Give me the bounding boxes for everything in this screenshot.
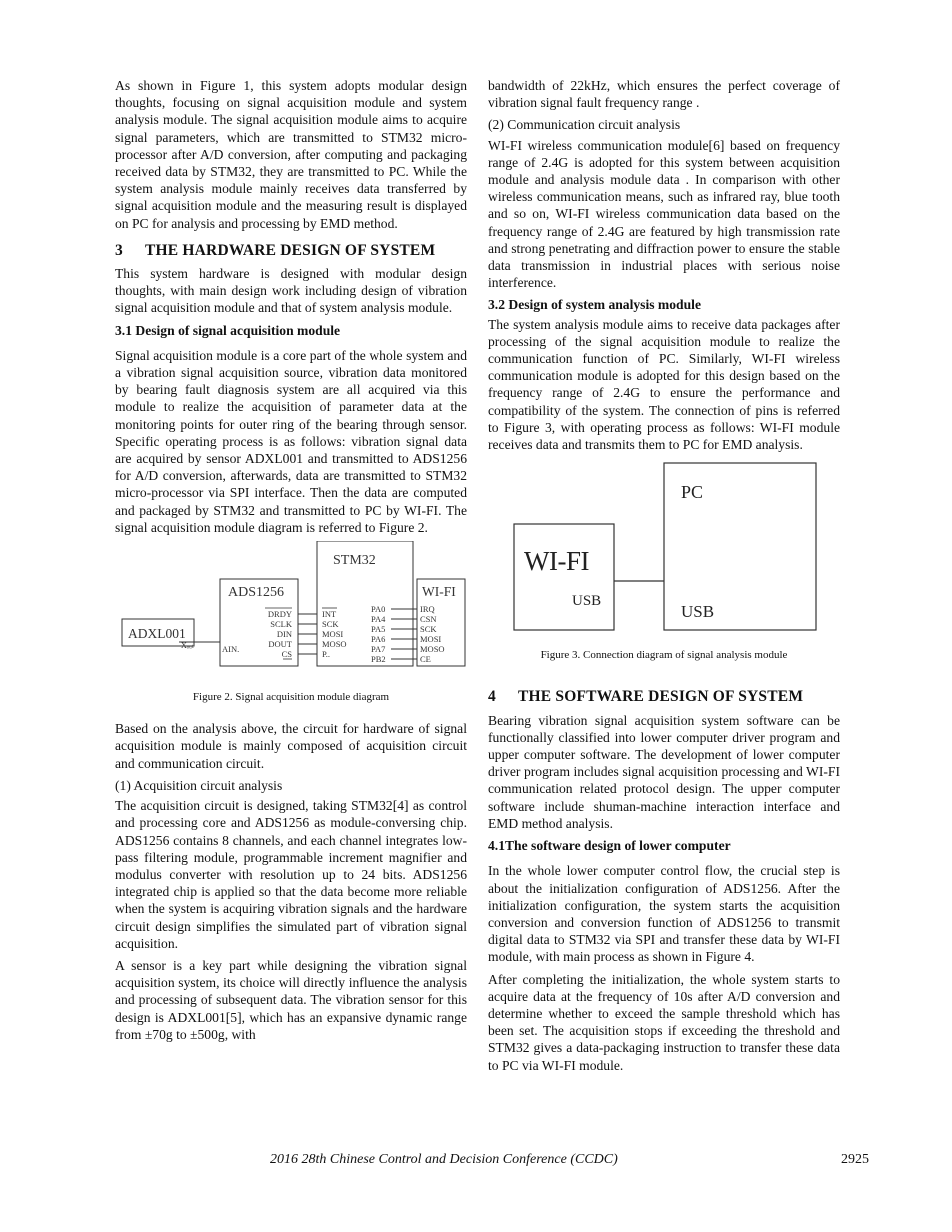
stm-pin-left: P.. (322, 649, 331, 660)
ads1256-label: ADS1256 (228, 585, 285, 601)
stm-pin-right: PB2 (371, 654, 386, 665)
paragraph: A sensor is a key part while designing the vibration signal acquisition system, its choice will directly influence the analysis and processing of subsequent data. The vibration sensor for this design is ADXL001[5], which has an expansive dynamic range from ±70g to ±500g, with (115, 957, 467, 1042)
figure-2-diagram (115, 541, 467, 681)
ads-pin: DIN (276, 629, 292, 640)
wifi-chip-label: WI-FI (422, 584, 456, 600)
stm-pin-right: PA5 (371, 624, 386, 635)
stm-pin-right: PA7 (371, 644, 386, 655)
paragraph: Signal acquisition module is a core part of the whole system and a vibration signal acquisition source, vibration data monitored by bearing fault diagnosis system are all acquired via this module to realize the acquisition of parameter data at the monitoring points for outer ring of the bearing through sensor. Specific operating process is as follows: vibration signal data are acquired by sensor ADXL001 and transmitted to ADS1256 for A/D conversion, afterwards, data are transmitted to STM32 micro-processor via SPI interface. Then the data are computed and packaged by STM32 and transmitted to PC by WI-FI. The signal acquisition module diagram is referred to Figure 2. (115, 347, 467, 535)
page-number: 2925 (841, 1152, 869, 1167)
section-heading: 4 THE SOFTWARE DESIGN OF SYSTEM (488, 688, 804, 706)
paragraph: WI-FI wireless communication module[6] based on frequency range of 2.4G is adopted for this system between acquisition module and analysis module data . In comparison with other wireless communication means, such as infrared ray, blue tooth and so on, WI-FI wireless communication data based on the frequency range of 2.4G are featured by high transmission rate and strong penetrating and diffraction power to ensure the stable data transmission in industrial places with serious noise interference. (488, 137, 840, 291)
ads-pin: DRDY (267, 609, 292, 620)
paragraph: In the whole lower computer control flow, the crucial step is about the initialization configuration of ADS1256. After the initialization configuration, the system starts the acquisition conversion and conversion function of ADS1256 to transmit digital data to STM32 via SPI and transfer these data by WI-FI module, with main process as shown in Figure 4. (488, 863, 840, 965)
pc-label: PC (681, 482, 704, 503)
subsection-heading: 4.1The software design of lower computer (488, 838, 731, 854)
conference-name: 2016 28th Chinese Control and Decision Conference (CCDC) (270, 1152, 618, 1167)
subsection-heading: 3.1 Design of signal acquisition module (115, 322, 341, 338)
paragraph: This system hardware is designed with modular design thoughts, with main design work including design of vibration signal acquisition module and that of system analysis module. (115, 266, 467, 316)
stm-pin-right: PA6 (371, 634, 386, 645)
paragraph: After completing the initialization, the whole system starts to acquire data at the frequency of 10s after A/D conversion and determine whether to exceed the sample threshold which has been set. The acquisition stops if exceeding the threshold and STM32 gives a data-packaging instruction to transfer these data to PC via WI-FI module. (488, 971, 840, 1073)
adxl001-label: ADXL001 (128, 626, 186, 642)
wifi-module-label: WI-FI (524, 546, 589, 577)
paragraph: bandwidth of 22kHz, which ensures the perfect coverage of vibration signal fault frequency range . (488, 78, 840, 111)
ads-pin: CS (281, 649, 292, 660)
wifi-pin: MOSI (420, 634, 442, 645)
wifi-pin: CE (420, 654, 431, 665)
pc-usb-label: USB (681, 602, 715, 622)
wifi-pin: CSN (420, 614, 437, 625)
stm-pin-left: MOSO (322, 639, 347, 650)
paragraph: Bearing vibration signal acquisition system software can be functionally classified into lower computer driver program and upper computer software. The development of lower computer driver program includes signal acquisition processing and WI-FI communication related protocol design. The upper computer software include shuman-machine interaction interface and EMD method analysis. (488, 712, 840, 831)
xout-label: Xₒᵤₜ (181, 641, 194, 651)
wifi-pin: SCK (420, 624, 437, 635)
left-column (115, 77, 467, 1048)
figure-2-caption: Figure 2. Signal acquisition module diagram (192, 691, 390, 704)
wifi-pin: MOSO (420, 644, 445, 655)
paragraph: Based on the analysis above, the circuit for hardware of signal acquisition module is mainly composed of acquisition circuit and communication circuit. (115, 721, 467, 771)
paragraph: The acquisition circuit is designed, taking STM32[4] as control and processing core and ADS1256 as module-conversing chip. ADS1256 contains 8 channels, and each channel integrates low-pass filtering module, programmable increment magnifier and modulus converter with resolution up to 24 bits. ADS1256 integrated chip is applied so that the data become more reliable when the system is acquiring vibration signals and the hardware circuit design simplifies the simulated part of vibration signal acquisition. (115, 798, 467, 951)
figure-3-diagram (488, 458, 840, 638)
stm-pin-right: PA0 (371, 604, 386, 615)
ads-pin: DOUT (268, 639, 292, 650)
stm-pin-left: INT (322, 609, 337, 620)
stm32-label: STM32 (333, 553, 376, 569)
section-heading: 3 THE HARDWARE DESIGN OF SYSTEM (115, 241, 436, 259)
wifi-pin: IRQ (420, 604, 435, 615)
wifi-usb-label: USB (572, 593, 602, 610)
subheading: (2) Communication circuit analysis (488, 117, 681, 133)
paragraph: The system analysis module aims to receive data packages after processing of the signal acquisition module to realize the communication function of PC. Similarly, WI-FI wireless communication module is adopted for this design based on the frequency range of 2.4G to ensure the performance and compatibility of the system. The connection of pins is referred to Figure 3, with operating process as follows: WI-FI module receives data and transmits them to PC for EMD analysis. (488, 316, 840, 453)
subsection-heading: 3.2 Design of system analysis module (488, 297, 701, 313)
ain-label: AIN. (222, 644, 240, 655)
ads-pin: SCLK (270, 619, 292, 630)
subheading: (1) Acquisition circuit analysis (115, 777, 283, 793)
stm-pin-right: PA4 (371, 614, 386, 625)
stm-pin-left: MOSI (322, 629, 344, 640)
stm-pin-left: SCK (322, 619, 339, 630)
right-column (488, 77, 840, 1079)
paragraph: As shown in Figure 1, this system adopts modular design thoughts, focusing on signal acquisition module and system analysis module. The signal acquisition module aims to acquire signal parameters, which are transmitted to STM32 micro-processor after A/D conversion, after computing and packaging received data by STM32, they are transmitted to PC. While the system analysis module mainly receives data transferred by signal acquisition module and the measuring result is displayed on PC for analysis and processing by EMD method. (115, 78, 467, 231)
figure-3-caption: Figure 3. Connection diagram of signal analysis module (540, 649, 788, 662)
